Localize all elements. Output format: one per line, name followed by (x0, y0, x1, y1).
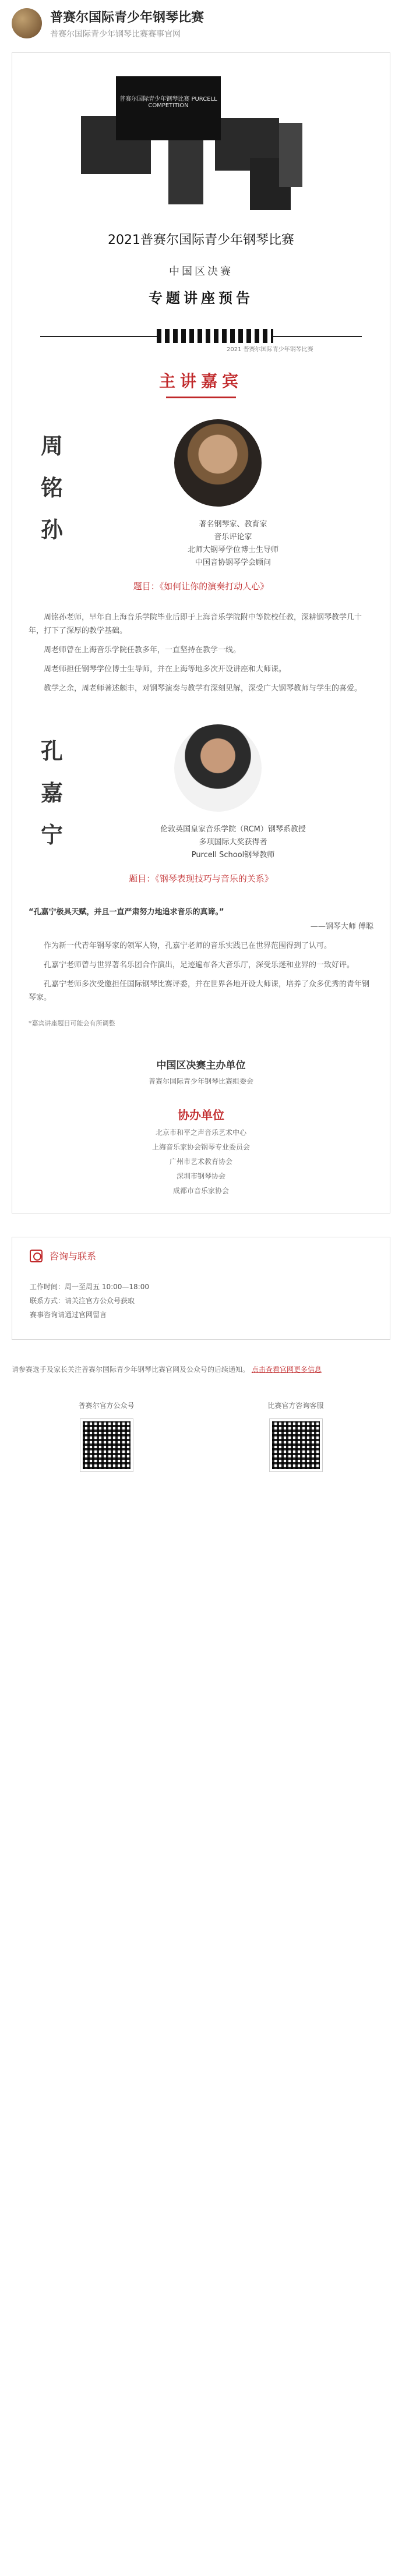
quote-source: ——钢琴大师 傅聪 (310, 922, 373, 931)
quote-text: “孔嘉宁极具天赋，并且一直严肃努力地追求音乐的真谛。” (29, 908, 224, 917)
poster-banner (29, 70, 373, 228)
speaker-bio-1: 周铭孙老师，早年自上海音乐学院毕业后即于上海音乐学院附中等院校任教，深耕钢琴教学几十年，打下了深厚的教学基础。 周老师曾在上海音乐学院任教多年，一直坚持在教学一线。 周老师担任钢琴学位博士生导师，并在上海等地多次开设讲座和大师课。 教学之余，周老师著述颇丰，对钢琴演奏与教学有深刻见解，深受广大钢琴教师与学生的喜爱。 (29, 613, 362, 693)
contact-body: 工作时间：周一至周五 10:00—18:00 联系方式：请关注官方公众号获取 赛事咨询请通过官网留言 (30, 1283, 149, 1319)
footer (12, 1399, 390, 1471)
footer-label-2: 比赛官方咨询客服 (267, 1402, 324, 1410)
organizers: 中国区决赛主办单位 普赛尔国际青少年钢琴比赛组委会 协办单位 北京市和平之声音乐艺术中心 上海音乐家协会钢琴专业委员会 广州市艺术教育协会 深圳市钢琴协会 成都市音乐家协会 (29, 1057, 373, 1195)
qr-code-service[interactable] (270, 1419, 322, 1471)
piano-caption: 2021 普赛尔国际青少年钢琴比赛 (227, 346, 313, 353)
poster-title: 2021普赛尔国际青少年钢琴比赛 (108, 233, 294, 247)
speaker-name: 周铭孙 (40, 433, 63, 543)
co-label: 协办单位 (178, 1108, 224, 1122)
footnote: *嘉宾讲座题目可能会有所调整 (29, 1020, 115, 1027)
header-title: 普赛尔国际青少年钢琴比赛 (50, 10, 204, 25)
speaker-info: 著名钢琴家、教育家 音乐评论家 北师大钢琴学位博士生导师 中国音协钢琴学会顾问 (187, 520, 278, 567)
host-name: 普赛尔国际青少年钢琴比赛组委会 (148, 1077, 253, 1085)
official-site-link[interactable]: 点击查看官网更多信息 (251, 1365, 322, 1374)
speaker-card-2 (29, 724, 373, 884)
speaker-card-1 (29, 419, 373, 592)
footer-label-1: 普赛尔官方公众号 (78, 1402, 135, 1410)
speaker-name: 孔嘉宁 (40, 738, 63, 848)
header-subtitle: 普赛尔国际青少年钢琴比赛赛事官网 (50, 29, 181, 39)
contact-head: 咨询与联系 (50, 1251, 97, 1262)
piano-illustration (40, 316, 362, 357)
speaker-info: 伦敦英国皇家音乐学院（RCM）钢琴系教授 多项国际大奖获得者 Purcell School钢琴教师 (160, 825, 306, 859)
lecture-poster (12, 52, 390, 1213)
contact-box (12, 1237, 390, 1340)
section-head-speakers: 主讲嘉宾 (158, 371, 243, 391)
qr-code-official[interactable] (80, 1419, 133, 1471)
lecture-topic: 题目：《如何让你的演奏打动人心》 (133, 581, 269, 592)
competition-logo (12, 8, 42, 38)
poster-heading: 专题讲座预告 (149, 290, 253, 306)
poster-subtitle: 中国区决赛 (169, 266, 233, 278)
lecture-topic: 题目：《钢琴表现技巧与音乐的关系》 (129, 873, 273, 884)
app-header (0, 0, 402, 47)
banner-logo-text: 普赛尔国际青少年钢琴比赛 PURCELL COMPETITION (119, 96, 217, 109)
speaker-photo (174, 724, 262, 812)
speaker-photo (174, 419, 262, 507)
speaker-bio-2: 作为新一代青年钢琴家的领军人物，孔嘉宁老师的音乐实践已在世界范围得到了认可。 孔嘉宁老师曾与世界著名乐团合作演出，足迹遍布各大音乐厅，深受乐迷和业界的一致好评。 孔嘉宁老师多次受邀担任国际钢琴比赛评委，并在世界各地开设大师课，培养了众多优秀的青年钢琴家。 (29, 942, 370, 1002)
contact-icon (30, 1250, 43, 1262)
host-label: 中国区决赛主办单位 (156, 1060, 246, 1071)
notice: 请参赛选手及家长关注普赛尔国际青少年钢琴比赛官网及公众号的后续通知。 点击查看官网更多信息 (12, 1365, 322, 1374)
